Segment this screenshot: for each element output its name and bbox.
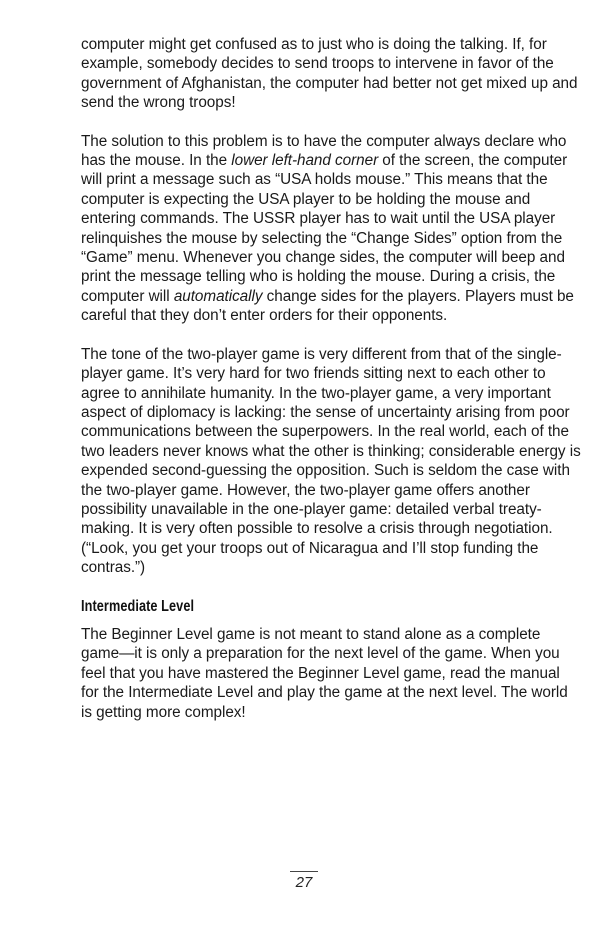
intro-paragraphs bbox=[81, 35, 581, 578]
body-paragraph bbox=[81, 625, 581, 722]
footer-rule bbox=[290, 871, 318, 872]
body-paragraph bbox=[81, 132, 581, 326]
page-footer bbox=[0, 871, 608, 891]
paragraph-text: The tone of the two-player game is very different from that of the single-player game. It’s very hard for two friends sitting next to each other to agree to annihilate humanity. In the two-player game, a very important aspect of diplomacy is lacking: the sense of uncertainty arising from poor communications between the superpowers. In the real world, each of the two leaders never knows what the other is thinking; considerable energy is expended second-guessing the opposition. Such is seldom the case with the two-player game. However, the two-player game offers another possibility unavailable in the one-player game: detailed verbal treaty-making. It is very often possible to resolve a crisis through negotiation. (“Look, you get your troops out of Nicaragua and I’ll stop funding the contras.”) bbox=[81, 345, 581, 577]
section-paragraphs bbox=[81, 625, 581, 722]
body-paragraph bbox=[81, 35, 581, 113]
page-number: 27 bbox=[295, 874, 313, 891]
paragraph-text: change sides for the players. Players must be careful that they don’t enter orders for their opponents. bbox=[81, 287, 574, 325]
body-paragraph bbox=[81, 345, 581, 578]
emphasized-text: lower left-hand corner bbox=[231, 152, 379, 170]
paragraph-text: The Beginner Level game is not meant to stand alone as a complete game—it is only a preparation for the next level of the game. When you feel that you have mastered the Beginner Level game, read the manual for the Intermediate Level and play the game at the next level. The world is getting more complex! bbox=[81, 625, 568, 721]
section-heading: Intermediate Level bbox=[81, 597, 195, 615]
emphasized-text: automatically bbox=[173, 287, 263, 305]
page-body bbox=[81, 35, 581, 741]
paragraph-text: The solution to this problem is to have the computer always declare who has the mouse. In the bbox=[81, 132, 567, 170]
paragraph-text: of the screen, the computer will print a message such as “USA holds mouse.” This means that the computer is expecting the USA player to be holding the mouse and entering commands. The USSR player has to wait until the USA player relinquishes the mouse by selecting the “Change Sides” option from the “Game” menu. Whenever you change sides, the computer will beep and print the message telling who is holding the mouse. During a crisis, the computer will bbox=[81, 152, 568, 305]
paragraph-text: computer might get confused as to just who is doing the talking. If, for example, somebody decides to send troops to intervene in favor of the government of Afghanistan, the computer had better not get mixed up and send the wrong troops! bbox=[81, 36, 578, 112]
